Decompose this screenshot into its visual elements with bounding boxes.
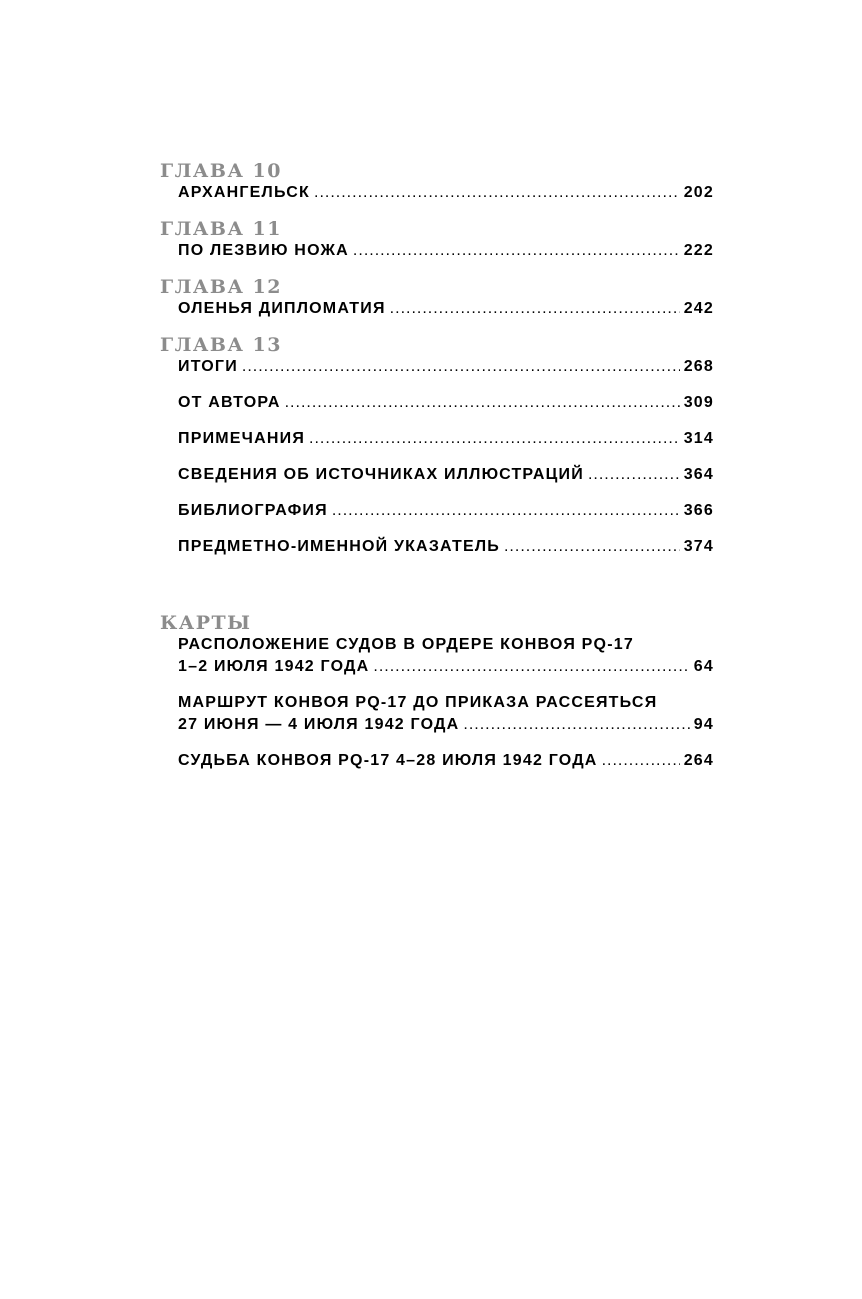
- page-number: 264: [683, 752, 714, 769]
- table-of-contents: [160, 160, 714, 786]
- dot-leader: [373, 656, 689, 678]
- page-number: 242: [683, 300, 714, 317]
- toc-back-matter: [160, 500, 714, 522]
- entry-title: СВЕДЕНИЯ ОБ ИСТОЧНИКАХ ИЛЛЮСТРАЦИЙ: [178, 466, 584, 483]
- dot-leader: [602, 750, 680, 772]
- dot-leader: [314, 182, 680, 204]
- entry-title: 27 ИЮНЯ — 4 ИЮЛЯ 1942 ГОДА: [178, 716, 460, 733]
- toc-chapter-11: [160, 218, 714, 262]
- dot-leader: [463, 714, 689, 736]
- entry-title: ИТОГИ: [178, 358, 238, 375]
- toc-chapter-12: [160, 276, 714, 320]
- toc-chapter-10: [160, 160, 714, 204]
- page-number: 202: [683, 184, 714, 201]
- page-number: 364: [683, 466, 714, 483]
- maps-label: КАРТЫ: [160, 612, 252, 634]
- toc-entry: [178, 536, 714, 558]
- entry-title: ПО ЛЕЗВИЮ НОЖА: [178, 242, 349, 259]
- dot-leader: [242, 356, 680, 378]
- toc-entry: [178, 750, 714, 772]
- page-number: 64: [693, 658, 714, 675]
- page-number: 309: [683, 394, 714, 411]
- entry-title-line1: РАСПОЛОЖЕНИЕ СУДОВ В ОРДЕРЕ КОНВОЯ PQ-17: [178, 636, 634, 653]
- dot-leader: [332, 500, 680, 522]
- chapter-label: ГЛАВА 12: [160, 276, 282, 298]
- page-number: 374: [683, 538, 714, 555]
- page-number: 222: [683, 242, 714, 259]
- toc-entry: [178, 182, 714, 204]
- toc-map-item: [160, 750, 714, 772]
- entry-title: 1–2 ИЮЛЯ 1942 ГОДА: [178, 658, 370, 675]
- toc-back-matter: [160, 392, 714, 414]
- dot-leader: [504, 536, 680, 558]
- toc-entry: [178, 464, 714, 486]
- page-number: 314: [683, 430, 714, 447]
- toc-entry: [178, 392, 714, 414]
- entry-title: ОЛЕНЬЯ ДИПЛОМАТИЯ: [178, 300, 386, 317]
- toc-entry: [178, 356, 714, 378]
- toc-entry: [178, 428, 714, 450]
- dot-leader: [353, 240, 680, 262]
- entry-title: ПРИМЕЧАНИЯ: [178, 430, 306, 447]
- dot-leader: [390, 298, 680, 320]
- toc-entry: [178, 500, 714, 522]
- toc-entry: [178, 714, 714, 736]
- toc-back-matter: [160, 464, 714, 486]
- entry-title: АРХАНГЕЛЬСК: [178, 184, 310, 201]
- dot-leader: [588, 464, 680, 486]
- chapter-label: ГЛАВА 13: [160, 334, 282, 356]
- page-number: 366: [683, 502, 714, 519]
- entry-title: ОТ АВТОРА: [178, 394, 281, 411]
- chapter-label: ГЛАВА 10: [160, 160, 282, 182]
- entry-title-line1: МАРШРУТ КОНВОЯ PQ-17 ДО ПРИКАЗА РАССЕЯТЬСЯ: [178, 694, 658, 711]
- toc-entry: [178, 240, 714, 262]
- page-number: 268: [683, 358, 714, 375]
- entry-title: БИБЛИОГРАФИЯ: [178, 502, 328, 519]
- toc-map-item: [160, 634, 714, 678]
- toc-entry: [178, 298, 714, 320]
- toc-back-matter: [160, 428, 714, 450]
- dot-leader: [285, 392, 680, 414]
- entry-title: СУДЬБА КОНВОЯ PQ-17 4–28 ИЮЛЯ 1942 ГОДА: [178, 752, 598, 769]
- toc-map-item: [160, 692, 714, 736]
- toc-entry: [178, 656, 714, 678]
- toc-back-matter: [160, 536, 714, 558]
- entry-title: ПРЕДМЕТНО-ИМЕННОЙ УКАЗАТЕЛЬ: [178, 538, 500, 555]
- toc-chapter-13: [160, 334, 714, 378]
- page-number: 94: [693, 716, 714, 733]
- dot-leader: [309, 428, 680, 450]
- chapter-label: ГЛАВА 11: [160, 218, 282, 240]
